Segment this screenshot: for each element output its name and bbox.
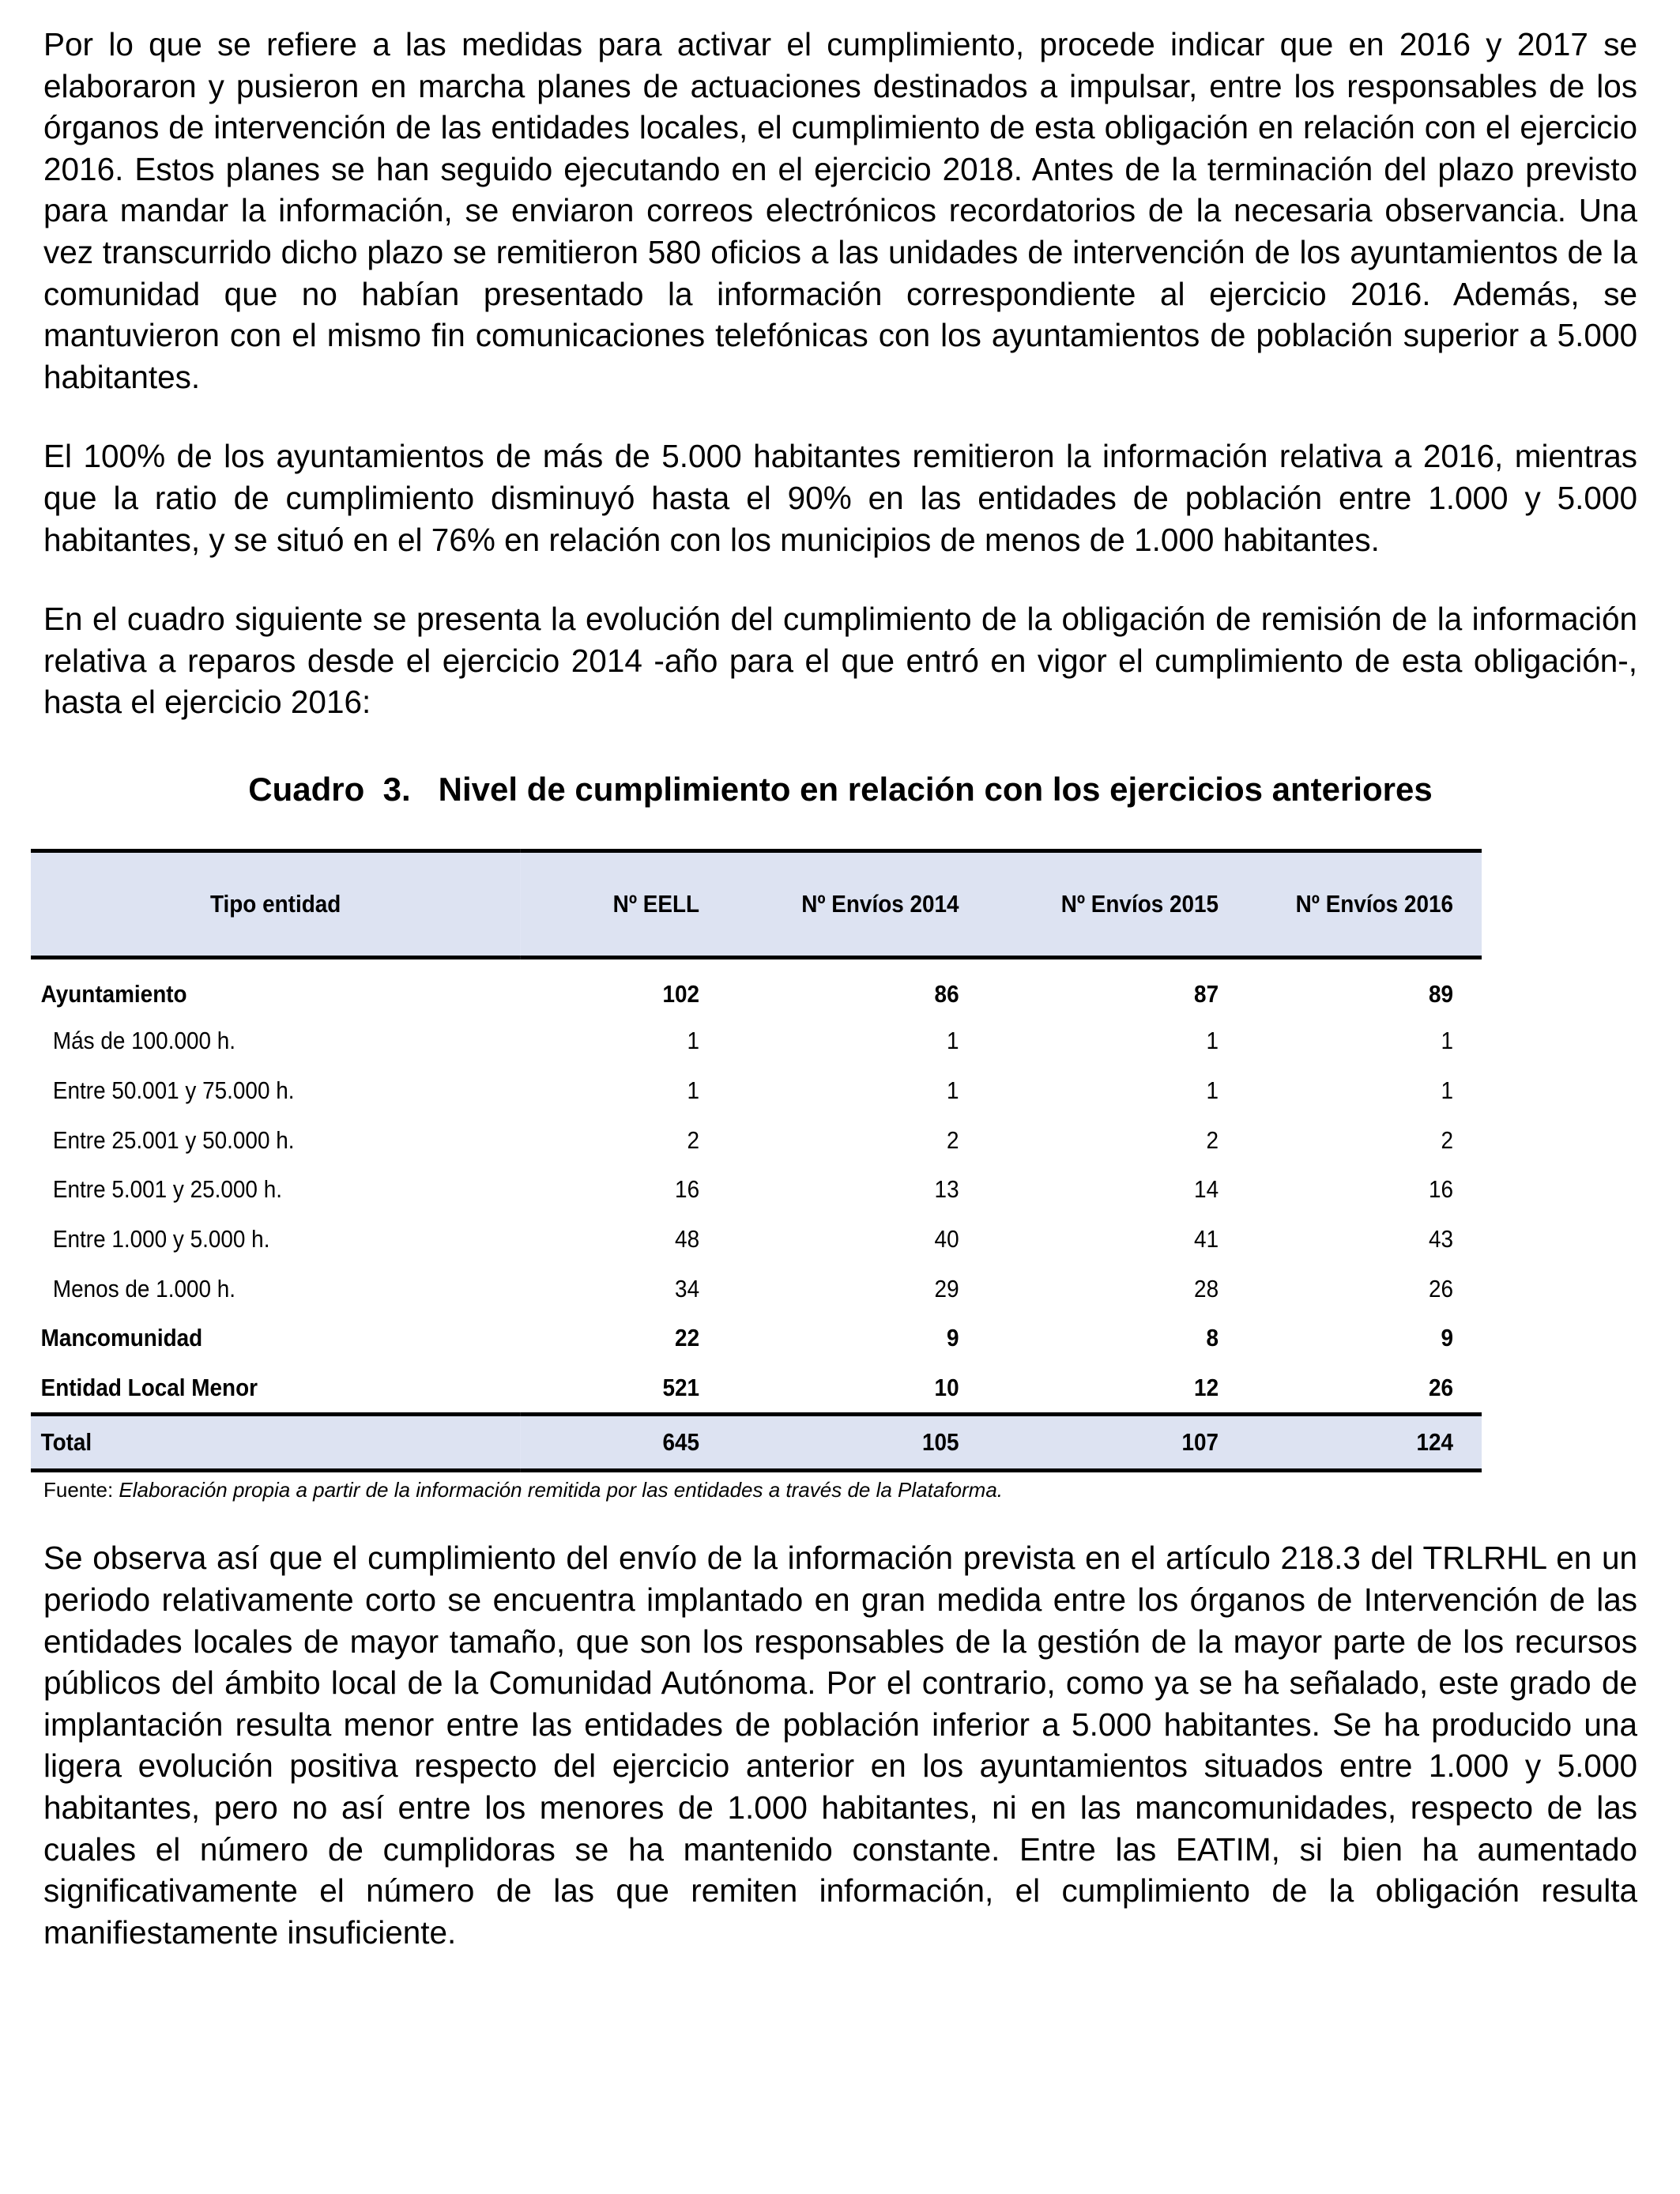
cell-eell: 1 [687, 1076, 700, 1104]
cell-2015: 28 [1194, 1274, 1219, 1302]
cell-eell: 34 [675, 1274, 700, 1302]
cell-2014: 13 [934, 1175, 959, 1204]
cell-2014: 29 [934, 1274, 959, 1302]
cell-eell: 22 [675, 1324, 700, 1352]
table-caption: Cuadro 3. Nivel de cumplimiento en relación con los ejercicios anteriores [248, 770, 1433, 808]
header-n-eell: Nº EELL [520, 850, 728, 957]
header-tipo-entidad: Tipo entidad [31, 850, 520, 957]
table-row [31, 1215, 1482, 1265]
row-label: Más de 100.000 h. [52, 1027, 236, 1055]
header-envios-2014: Nº Envíos 2014 [728, 850, 988, 957]
row-label: Entre 25.001 y 50.000 h. [52, 1125, 295, 1154]
cell-2014: 86 [934, 979, 959, 1008]
cell-eell: 1 [687, 1027, 700, 1055]
cell-2014: 1 [947, 1076, 959, 1104]
cell-2014: 40 [934, 1225, 959, 1253]
table-row [31, 1264, 1482, 1314]
cell-2016: 89 [1428, 979, 1453, 1008]
total-eell: 645 [520, 1415, 728, 1471]
cell-2016: 26 [1428, 1374, 1453, 1402]
document-page [40, 24, 1637, 1953]
source-text: Elaboración propia a partir de la información remitida por las entidades a través de la Plataforma. [119, 1478, 1004, 1502]
cell-2016: 9 [1441, 1324, 1453, 1352]
paragraph-conclusion: Se observa así que el cumplimiento del envío de la información prevista en el artículo 218.3 del TRLRHL en un periodo relativamente corto se encuentra implantado en gran medida entre los órganos de Intervención de las entidades locales de mayor tamaño, que son los responsables de la gestión de la mayor parte de los recursos públicos del ámbito local de la Comunidad Autónoma. Por el contrario, como ya se ha señalado, este grado de implantación resulta menor entre las entidades de población inferior a 5.000 habitantes. Se ha producido una ligera evolución positiva respecto del ejercicio anterior en los ayuntamientos situados entre 1.000 y 5.000 habitantes, pero no así entre los menores de 1.000 habitantes, ni en las mancomunidades, respecto de las cuales el número de cumplidoras se ha mantenido constante. Entre las EATIM, si bien ha aumentado significativamente el número de las que remiten información, el cumplimiento de la obligación resulta manifiestamente insuficiente. [43, 1540, 1637, 1951]
table-row [31, 957, 1482, 1016]
cell-2014: 10 [934, 1374, 959, 1402]
paragraph-introduccion-cuadro: En el cuadro siguiente se presenta la evolución del cumplimiento de la obligación de remisión de la información relativa a reparos desde el ejercicio 2014 -año para el que entró en vigor el cumplimiento de esta obligación-, hasta el ejercicio 2016: [43, 601, 1637, 721]
paragraph-porcentajes: El 100% de los ayuntamientos de más de 5.000 habitantes remitieron la información relativa a 2016, mientras que la ratio de cumplimiento disminuyó hasta el 90% en las entidades de población entre 1.000 y 5.000 habitantes, y se situó en el 76% en relación con los municipios de menos de 1.000 habitantes. [43, 438, 1637, 558]
row-label: Entre 5.001 y 25.000 h. [52, 1175, 282, 1204]
cell-2016: 1 [1441, 1076, 1453, 1104]
cell-eell: 48 [675, 1225, 700, 1253]
cell-2016: 26 [1428, 1274, 1453, 1302]
cell-2016: 43 [1428, 1225, 1453, 1253]
table-row [31, 1066, 1482, 1116]
total-2016: 124 [1247, 1415, 1482, 1471]
cell-2015: 12 [1194, 1374, 1219, 1402]
table-row [31, 1314, 1482, 1363]
table-row [31, 1165, 1482, 1215]
cell-2015: 14 [1194, 1175, 1219, 1204]
table-row [31, 1016, 1482, 1066]
row-label: Entre 50.001 y 75.000 h. [52, 1076, 295, 1104]
row-label: Entidad Local Menor [40, 1374, 258, 1402]
cell-2015: 41 [1194, 1225, 1219, 1253]
cell-2016: 16 [1428, 1175, 1453, 1204]
paragraph-medidas: Por lo que se refiere a las medidas para activar el cumplimiento, procede indicar que en 2016 y 2017 se elaboraron y pusieron en marcha planes de actuaciones destinados a impulsar, entre los responsables de los órganos de intervención de las entidades locales, el cumplimiento de esta obligación en relación con el ejercicio 2016. Estos planes se han seguido ejecutando en el ejercicio 2018. Antes de la terminación del plazo previsto para mandar la información, se enviaron correos electrónicos recordatorios de la necesaria observancia. Una vez transcurrido dicho plazo se remitieron 580 oficios a las unidades de intervención de los ayuntamientos de la comunidad que no habían presentado la información correspondiente al ejercicio 2016. Además, se mantuvieron con el mismo fin comunicaciones telefónicas con los ayuntamientos de población superior a 5.000 habitantes. [43, 26, 1637, 395]
row-label: Ayuntamiento [40, 979, 187, 1008]
row-label: Entre 1.000 y 5.000 h. [52, 1225, 270, 1253]
cell-2015: 1 [1206, 1076, 1219, 1104]
total-2014: 105 [728, 1415, 988, 1471]
header-envios-2015: Nº Envíos 2015 [988, 850, 1248, 957]
cell-2015: 87 [1194, 979, 1219, 1008]
table-total-row [31, 1415, 1482, 1471]
cell-2014: 2 [947, 1125, 959, 1154]
cell-2015: 8 [1206, 1324, 1219, 1352]
cell-eell: 2 [687, 1125, 700, 1154]
table-row [31, 1115, 1482, 1165]
compliance-table [31, 849, 1482, 1473]
total-label: Total [31, 1415, 520, 1471]
cell-eell: 16 [675, 1175, 700, 1204]
cell-2014: 9 [947, 1324, 959, 1352]
table-source-note [43, 1477, 1637, 1502]
row-label: Mancomunidad [40, 1324, 203, 1352]
source-label: Fuente: [43, 1478, 119, 1502]
cell-2016: 2 [1441, 1125, 1453, 1154]
total-2015: 107 [988, 1415, 1248, 1471]
cell-2016: 1 [1441, 1027, 1453, 1055]
cell-2015: 2 [1206, 1125, 1219, 1154]
table-header-row [31, 850, 1482, 957]
cell-2015: 1 [1206, 1027, 1219, 1055]
table-row [31, 1363, 1482, 1415]
row-label: Menos de 1.000 h. [52, 1274, 236, 1302]
cell-eell: 521 [662, 1374, 700, 1402]
header-envios-2016: Nº Envíos 2016 [1247, 850, 1482, 957]
cell-2014: 1 [947, 1027, 959, 1055]
cell-eell: 102 [662, 979, 700, 1008]
